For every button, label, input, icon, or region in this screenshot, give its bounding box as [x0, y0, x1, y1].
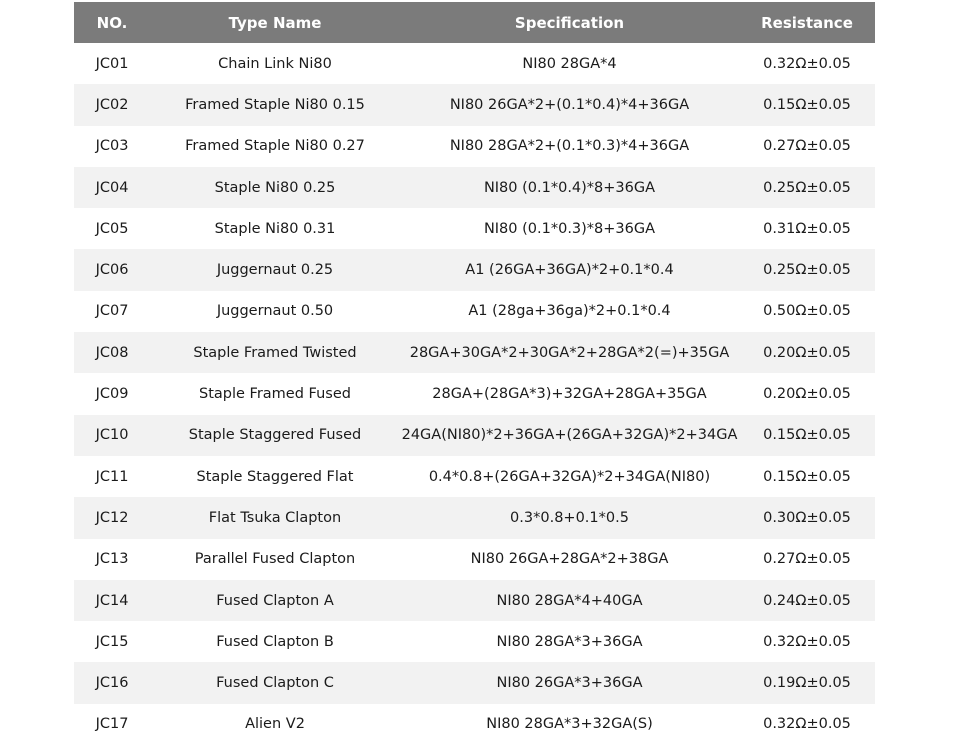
- table-body: [74, 43, 875, 745]
- cell-type-name: Staple Framed Fused: [150, 373, 400, 414]
- table-row: [74, 456, 875, 497]
- cell-type-name: Flat Tsuka Clapton: [150, 497, 400, 538]
- cell-specification: NI80 26GA*2+(0.1*0.4)*4+36GA: [400, 84, 739, 125]
- cell-no: JC16: [74, 662, 150, 703]
- cell-no: JC03: [74, 126, 150, 167]
- header-specification: Specification: [400, 2, 739, 43]
- table-row: [74, 167, 875, 208]
- cell-type-name: Staple Ni80 0.25: [150, 167, 400, 208]
- table-row: [74, 621, 875, 662]
- cell-resistance: 0.31Ω±0.05: [739, 208, 875, 249]
- cell-type-name: Staple Framed Twisted: [150, 332, 400, 373]
- cell-no: JC08: [74, 332, 150, 373]
- table-row: [74, 126, 875, 167]
- cell-no: JC04: [74, 167, 150, 208]
- cell-no: JC10: [74, 415, 150, 456]
- cell-type-name: Parallel Fused Clapton: [150, 539, 400, 580]
- cell-type-name: Staple Staggered Fused: [150, 415, 400, 456]
- table-row: [74, 291, 875, 332]
- cell-no: JC09: [74, 373, 150, 414]
- table-row: [74, 208, 875, 249]
- table-header: [74, 2, 875, 43]
- cell-specification: 0.3*0.8+0.1*0.5: [400, 497, 739, 538]
- cell-resistance: 0.32Ω±0.05: [739, 43, 875, 84]
- cell-type-name: Staple Ni80 0.31: [150, 208, 400, 249]
- cell-resistance: 0.15Ω±0.05: [739, 84, 875, 125]
- cell-no: JC13: [74, 539, 150, 580]
- cell-specification: 24GA(NI80)*2+36GA+(26GA+32GA)*2+34GA: [400, 415, 739, 456]
- coil-spec-table: [74, 2, 875, 745]
- cell-specification: NI80 26GA+28GA*2+38GA: [400, 539, 739, 580]
- cell-resistance: 0.32Ω±0.05: [739, 704, 875, 745]
- table-row: [74, 43, 875, 84]
- cell-specification: NI80 28GA*3+36GA: [400, 621, 739, 662]
- cell-specification: 0.4*0.8+(26GA+32GA)*2+34GA(NI80): [400, 456, 739, 497]
- cell-no: JC01: [74, 43, 150, 84]
- cell-specification: NI80 28GA*4: [400, 43, 739, 84]
- cell-type-name: Framed Staple Ni80 0.27: [150, 126, 400, 167]
- cell-type-name: Fused Clapton B: [150, 621, 400, 662]
- table-row: [74, 332, 875, 373]
- table-row: [74, 249, 875, 290]
- cell-resistance: 0.15Ω±0.05: [739, 456, 875, 497]
- cell-specification: NI80 28GA*2+(0.1*0.3)*4+36GA: [400, 126, 739, 167]
- cell-specification: NI80 (0.1*0.3)*8+36GA: [400, 208, 739, 249]
- cell-resistance: 0.32Ω±0.05: [739, 621, 875, 662]
- cell-specification: NI80 28GA*4+40GA: [400, 580, 739, 621]
- cell-specification: 28GA+(28GA*3)+32GA+28GA+35GA: [400, 373, 739, 414]
- cell-resistance: 0.25Ω±0.05: [739, 167, 875, 208]
- cell-resistance: 0.30Ω±0.05: [739, 497, 875, 538]
- cell-specification: A1 (26GA+36GA)*2+0.1*0.4: [400, 249, 739, 290]
- cell-no: JC12: [74, 497, 150, 538]
- cell-specification: 28GA+30GA*2+30GA*2+28GA*2(=)+35GA: [400, 332, 739, 373]
- cell-type-name: Staple Staggered Flat: [150, 456, 400, 497]
- cell-no: JC17: [74, 704, 150, 745]
- cell-resistance: 0.15Ω±0.05: [739, 415, 875, 456]
- cell-no: JC11: [74, 456, 150, 497]
- cell-no: JC02: [74, 84, 150, 125]
- cell-specification: NI80 26GA*3+36GA: [400, 662, 739, 703]
- table-row: [74, 539, 875, 580]
- cell-resistance: 0.20Ω±0.05: [739, 373, 875, 414]
- table-row: [74, 373, 875, 414]
- cell-no: JC05: [74, 208, 150, 249]
- cell-resistance: 0.25Ω±0.05: [739, 249, 875, 290]
- cell-type-name: Juggernaut 0.25: [150, 249, 400, 290]
- header-type-name: Type Name: [150, 2, 400, 43]
- cell-type-name: Chain Link Ni80: [150, 43, 400, 84]
- cell-resistance: 0.27Ω±0.05: [739, 539, 875, 580]
- table-row: [74, 84, 875, 125]
- cell-no: JC14: [74, 580, 150, 621]
- cell-no: JC07: [74, 291, 150, 332]
- cell-type-name: Alien V2: [150, 704, 400, 745]
- cell-resistance: 0.19Ω±0.05: [739, 662, 875, 703]
- header-row: [74, 2, 875, 43]
- cell-resistance: 0.50Ω±0.05: [739, 291, 875, 332]
- cell-type-name: Juggernaut 0.50: [150, 291, 400, 332]
- header-resistance: Resistance: [739, 2, 875, 43]
- table-row: [74, 662, 875, 703]
- cell-no: JC15: [74, 621, 150, 662]
- cell-no: JC06: [74, 249, 150, 290]
- cell-resistance: 0.24Ω±0.05: [739, 580, 875, 621]
- table-row: [74, 580, 875, 621]
- cell-type-name: Fused Clapton C: [150, 662, 400, 703]
- table-row: [74, 415, 875, 456]
- header-no: NO.: [74, 2, 150, 43]
- table-row: [74, 497, 875, 538]
- table-row: [74, 704, 875, 745]
- cell-resistance: 0.20Ω±0.05: [739, 332, 875, 373]
- cell-specification: NI80 (0.1*0.4)*8+36GA: [400, 167, 739, 208]
- cell-type-name: Framed Staple Ni80 0.15: [150, 84, 400, 125]
- cell-type-name: Fused Clapton A: [150, 580, 400, 621]
- cell-resistance: 0.27Ω±0.05: [739, 126, 875, 167]
- cell-specification: NI80 28GA*3+32GA(S): [400, 704, 739, 745]
- cell-specification: A1 (28ga+36ga)*2+0.1*0.4: [400, 291, 739, 332]
